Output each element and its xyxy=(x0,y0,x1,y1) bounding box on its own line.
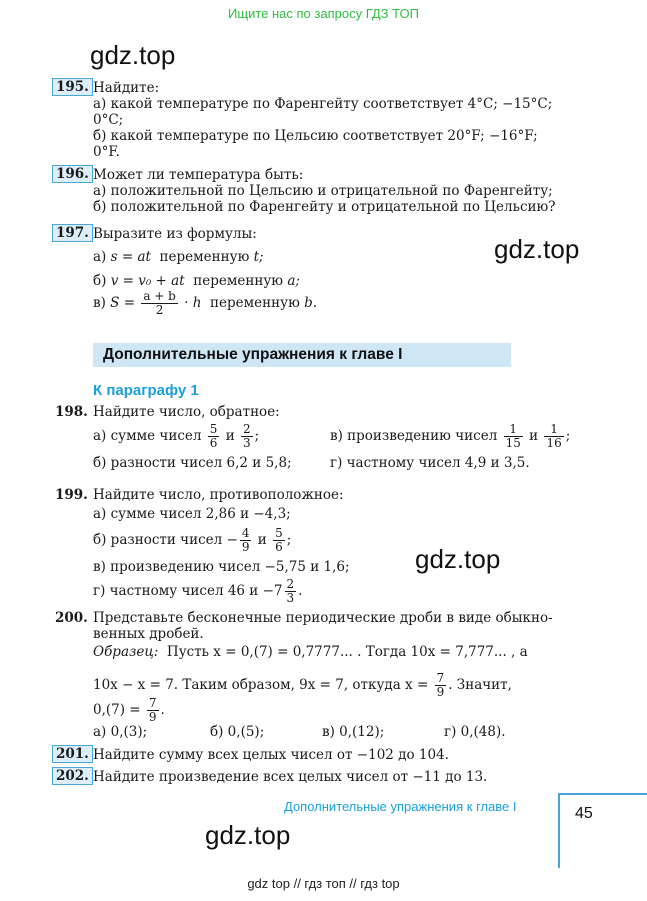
problem-198-a: а) сумме чисел $\frac{5}{6}$ и $\frac{2}{3}$ ; xyxy=(93,422,260,450)
variable: a; xyxy=(287,273,300,289)
problem-200-option: в) 0,(12); xyxy=(322,724,385,740)
problem-200-sample: 10x − x = 7. Таким образом, 9x = 7, откуда x = $\frac{7}{9}$ . Значит, xyxy=(93,671,512,699)
running-title: Дополнительные упражнения к главе I xyxy=(284,799,517,814)
formula: s = at xyxy=(110,249,151,265)
problem-200-option: г) 0,(48). xyxy=(444,724,506,740)
problem-200-option: а) 0,(3); xyxy=(93,724,148,740)
page-number: 45 xyxy=(575,805,593,822)
sample-label: Образец: xyxy=(93,644,159,660)
footer-rule xyxy=(558,793,647,795)
problem-195-line: Найдите: xyxy=(93,80,160,96)
problem-198-intro: Найдите число, обратное: xyxy=(93,404,280,420)
fraction: $\frac{5}{6}$ xyxy=(275,526,283,554)
formula: · h xyxy=(184,295,202,311)
problem-200-line: Представьте бесконечные периодические дроби в виде обыкно- xyxy=(93,610,553,626)
footer-rule xyxy=(558,793,560,868)
problem-199-intro: Найдите число, противоположное: xyxy=(93,487,344,503)
watermark: gdz.top xyxy=(205,820,291,850)
fraction: $\frac{4}{9}$ xyxy=(241,526,250,554)
variable: b. xyxy=(304,295,318,311)
fraction: $\frac{7}{9}$ xyxy=(436,671,445,699)
problem-198-number: 198. xyxy=(55,404,88,420)
fraction: $\frac{7}{9}$ xyxy=(148,696,157,724)
problem-197-a xyxy=(93,249,264,265)
problem-200-sample: 0,(7) = $\frac{7}{9}$ . xyxy=(93,696,165,724)
section-title: Дополнительные упражнения к главе I xyxy=(103,346,403,363)
problem-196-line: а) положительной по Цельсию и отрицательной по Фаренгейту; xyxy=(93,183,553,199)
problem-199-number: 199. xyxy=(55,487,88,503)
problem-197-c xyxy=(93,290,317,317)
problem-199-a: а) сумме чисел 2,86 и −4,3; xyxy=(93,506,291,522)
problem-196 xyxy=(52,165,93,183)
watermark: gdz.top xyxy=(494,234,580,264)
problem-198-v: в) произведению чисел $\frac{1}{15}$ и $\frac{1}{16}$ ; xyxy=(330,422,571,450)
item-label: в) xyxy=(93,295,106,311)
problem-195-line: а) какой температуре по Фаренгейту соответствует 4°C; −15°C; xyxy=(93,96,553,112)
paragraph-title: К параграфу 1 xyxy=(93,382,199,399)
problem-number: 195. xyxy=(52,78,93,96)
problem-195 xyxy=(52,78,93,96)
footer-links[interactable]: gdz top // гдз топ // гдз top xyxy=(247,876,400,891)
search-banner: Ищите нас по запросу ГДЗ ТОП xyxy=(228,6,419,21)
problem-201 xyxy=(52,745,93,763)
variable: t; xyxy=(253,249,264,265)
formula: S = xyxy=(110,295,136,311)
problem-197-intro: Выразите из формулы: xyxy=(93,226,257,242)
problem-199-g: г) частному чисел 46 и −7 $\frac{2}{3}$ . xyxy=(93,577,303,605)
problem-195-line: 0°C; xyxy=(93,112,124,128)
problem-198-g: г) частному чисел 4,9 и 3,5. xyxy=(330,455,530,471)
problem-number: 201. xyxy=(52,745,93,763)
problem-number: 196. xyxy=(52,165,93,183)
problem-199-v: в) произведению чисел −5,75 и 1,6; xyxy=(93,559,350,575)
item-text: переменную xyxy=(193,273,284,289)
problem-202 xyxy=(52,767,93,785)
watermark: gdz.top xyxy=(90,40,176,70)
item-label: а) xyxy=(93,249,107,265)
fraction: $\frac{1}{16}$ xyxy=(546,422,562,450)
fraction: $\frac{2}{3}$ xyxy=(242,422,251,450)
problem-200-number: 200. xyxy=(55,610,88,626)
watermark: gdz.top xyxy=(415,544,501,574)
item-label: б) xyxy=(93,273,107,289)
problem-195-line: 0°F. xyxy=(93,144,120,160)
fraction: $\frac{a + b}{2}$ xyxy=(143,289,176,317)
fraction: $\frac{1}{15}$ xyxy=(505,422,521,450)
problem-number: 197. xyxy=(52,224,93,242)
item-text: переменную xyxy=(159,249,250,265)
problem-number: 202. xyxy=(52,767,93,785)
problem-196-line: Может ли температура быть: xyxy=(93,167,304,183)
formula: v = v₀ + at xyxy=(110,273,185,289)
item-text: переменную xyxy=(210,295,300,311)
problem-201-text: Найдите сумму всех целых чисел от −102 до 104. xyxy=(93,747,449,763)
problem-195-line: б) какой температуре по Цельсию соответствует 20°F; −16°F; xyxy=(93,128,538,144)
fraction: $\frac{2}{3}$ xyxy=(286,577,295,605)
problem-200-line: венных дробей. xyxy=(93,626,204,642)
fraction: $\frac{5}{6}$ xyxy=(209,422,218,450)
problem-196-line: б) положительной по Фаренгейту и отрицательной по Цельсию? xyxy=(93,199,556,215)
problem-198-b: б) разности чисел 6,2 и 5,8; xyxy=(93,455,292,471)
problem-197 xyxy=(52,224,93,242)
problem-199-b: б) разности чисел − $\frac{4}{9}$ и $\frac{5}{6}$ ; xyxy=(93,526,292,554)
problem-197-b xyxy=(93,273,300,289)
problem-200-sample: Образец: Пусть x = 0,(7) = 0,7777... . Тогда 10x = 7,777... , а xyxy=(93,644,528,660)
problem-200-option: б) 0,(5); xyxy=(210,724,265,740)
problem-202-text: Найдите произведение всех целых чисел от −11 до 13. xyxy=(93,769,488,785)
